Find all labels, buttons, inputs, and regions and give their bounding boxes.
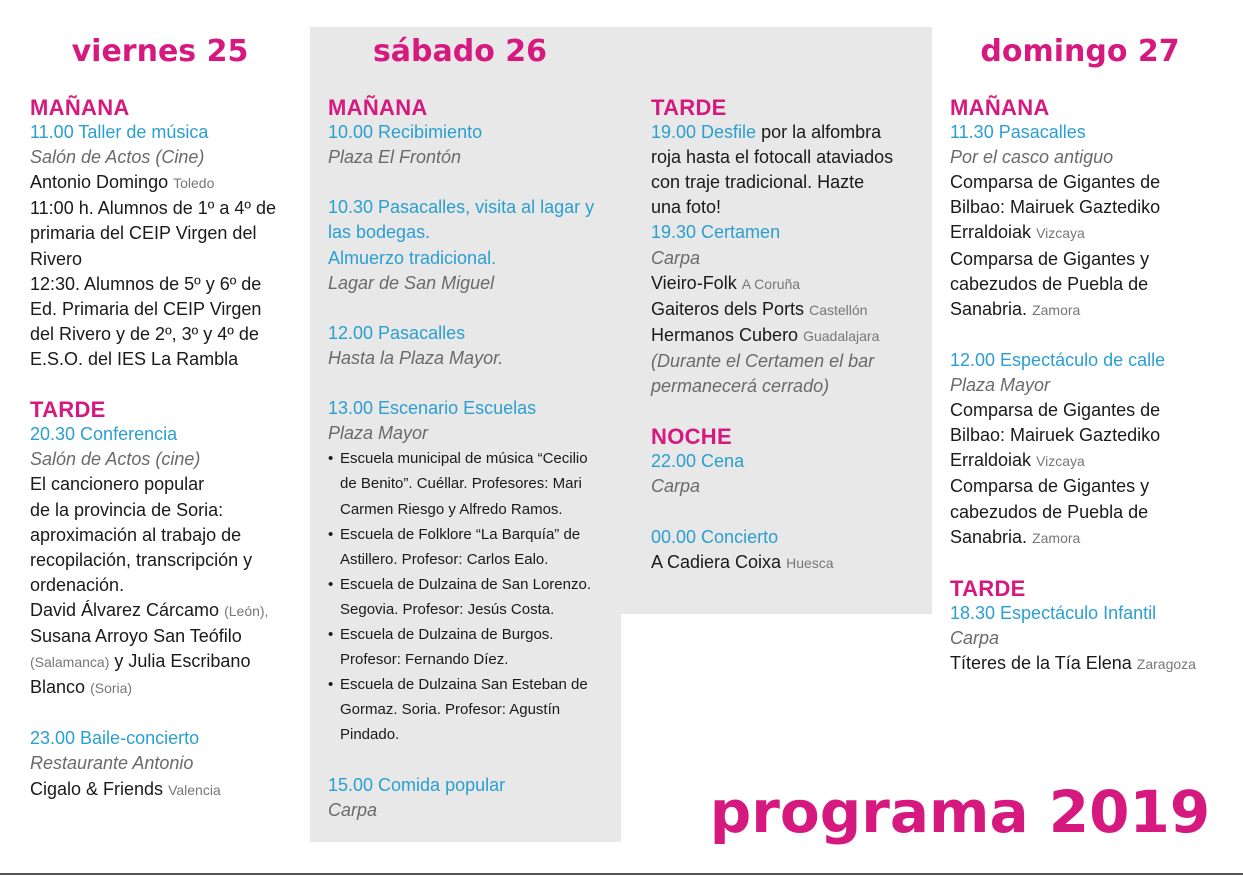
event-line: 19.00 Desfile por la alfombra (651, 122, 882, 143)
section-tarde: TARDE (30, 397, 106, 423)
event-line: A Cadiera Coixa Huesca (651, 551, 834, 572)
event-title: 19.30 Certamen (651, 222, 781, 243)
event-line: Erraldoiak Vizcaya (950, 450, 1085, 471)
event-title: 10.00 Recibimiento (328, 122, 483, 143)
column-sabado-manana (328, 95, 608, 823)
event-line: Comparsa de Gigantes y (950, 248, 1150, 269)
event-line: Erraldoiak Vizcaya (950, 222, 1085, 243)
event-note: permanecerá cerrado) (651, 376, 830, 397)
event-place: Hasta la Plaza Mayor. (328, 347, 504, 368)
event-title: 00.00 Concierto (651, 526, 779, 547)
event-line: (Salamanca) y Julia Escribano (30, 651, 251, 672)
event-title: 13.00 Escenario Escuelas (328, 398, 537, 419)
event-line: de la provincia de Soria: (30, 499, 224, 520)
event-place: Carpa (651, 476, 701, 497)
location-tag: Vizcaya (1036, 453, 1085, 470)
event-place: Carpa (651, 247, 701, 268)
event-line: del Rivero y de 2º, 3º y 4º de (30, 323, 259, 344)
event-line: cabezudos de Puebla de (950, 501, 1149, 522)
event-line: Blanco (Soria) (30, 677, 133, 698)
event-place: Plaza El Frontón (328, 147, 462, 168)
event-line: Vieiro-Folk A Coruña (651, 272, 801, 293)
event-line: David Álvarez Cárcamo (León), (30, 599, 269, 620)
programa-title: programa 2019 (709, 778, 1211, 846)
event-line: Bilbao: Mairuek Gaztediko (950, 197, 1161, 218)
section-manana: MAÑANA (328, 95, 428, 120)
event-line: primaria del CEIP Virgen del (30, 223, 257, 244)
event-line: Títeres de la Tía Elena Zaragoza (950, 653, 1196, 674)
column-sabado-tarde (651, 95, 921, 576)
location-tag: (Soria) (90, 680, 133, 697)
column-domingo (950, 95, 1220, 677)
event-line: Susana Arroyo San Teófilo (30, 625, 242, 646)
event-title: 12.00 Espectáculo de calle (950, 349, 1166, 370)
location-tag: (Salamanca) (30, 654, 110, 671)
event-line: recopilación, transcripción y (30, 549, 253, 570)
event-place: Plaza Mayor (950, 375, 1051, 396)
location-tag: Castellón (809, 301, 868, 318)
event-line: aproximación al trabajo de (30, 524, 242, 545)
event-line: Comparsa de Gigantes de (950, 172, 1161, 193)
location-tag: A Coruña (741, 275, 801, 292)
location-tag: Valencia (168, 781, 221, 798)
location-tag: Vizcaya (1036, 225, 1085, 242)
column-viernes (30, 95, 300, 803)
event-line: cabezudos de Puebla de (950, 273, 1149, 294)
bottom-rule (0, 873, 1243, 875)
event-line: El cancionero popular (30, 474, 205, 495)
location-tag: Zaragoza (1136, 656, 1196, 673)
event-line: Gaiteros dels Ports Castellón (651, 298, 868, 319)
event-title: las bodegas. (328, 222, 431, 243)
day-heading-viernes: viernes 25 (71, 34, 249, 69)
event-line: Antonio Domingo Toledo (30, 172, 215, 193)
event-line: con traje tradicional. Hazte (651, 172, 865, 193)
section-tarde: TARDE (950, 575, 1026, 601)
event-line: Hermanos Cubero Guadalajara (651, 324, 880, 345)
event-title: 12.00 Pasacalles (328, 322, 466, 343)
event-line: Rivero (30, 248, 83, 269)
event-place: Plaza Mayor (328, 423, 429, 444)
location-tag: (León), (224, 602, 269, 619)
event-line: una foto! (651, 197, 722, 218)
event-place: Salón de Actos (Cine) (30, 147, 205, 168)
school-list-item: • Escuela de Dulzaina de San Lorenzo. Segovia. Profesor: Jesús Costa. (328, 572, 608, 622)
event-line: Comparsa de Gigantes y (950, 476, 1150, 497)
event-line: Cigalo & Friends Valencia (30, 778, 221, 799)
event-place: Carpa (950, 627, 1000, 648)
event-line: 11:00 h. Alumnos de 1º a 4º de (30, 198, 276, 219)
event-title: 22.00 Cena (651, 451, 745, 472)
location-tag: Guadalajara (803, 327, 880, 344)
event-title: Almuerzo tradicional. (328, 247, 497, 268)
event-line: 12:30. Alumnos de 5º y 6º de (30, 273, 262, 294)
event-place: Restaurante Antonio (30, 753, 194, 774)
event-place: Por el casco antiguo (950, 147, 1114, 168)
event-line: E.S.O. del IES La Rambla (30, 348, 239, 369)
event-note: (Durante el Certamen el bar (651, 350, 875, 371)
school-list-item: • Escuela de Dulzaina San Esteban de Gormaz. Soria. Profesor: Agustín Pindado. (328, 672, 608, 747)
event-place: Carpa (328, 799, 378, 820)
day-heading-sabado: sábado 26 (372, 34, 548, 69)
event-title: 18.30 Espectáculo Infantil (950, 602, 1157, 623)
section-manana: MAÑANA (30, 95, 130, 120)
event-title: 19.00 Desfile (651, 122, 757, 143)
event-line: Sanabria. Zamora (950, 298, 1081, 319)
school-list-item: • Escuela municipal de música “Cecilio de Benito”. Cuéllar. Profesores: Mari Carmen Riesgo y Alfredo Ramos. (328, 446, 608, 521)
location-tag: Zamora (1032, 301, 1081, 318)
event-place: Lagar de San Miguel (328, 272, 495, 293)
event-line: Sanabria. Zamora (950, 526, 1081, 547)
school-list-item: • Escuela de Folklore “La Barquía” de Astillero. Profesor: Carlos Ealo. (328, 522, 608, 572)
event-title: 15.00 Comida popular (328, 774, 506, 795)
section-tarde: TARDE (651, 95, 727, 120)
event-title: 11.00 Taller de música (30, 122, 209, 143)
event-line: roja hasta el fotocall ataviados (651, 147, 894, 168)
event-line: Comparsa de Gigantes de (950, 400, 1161, 421)
event-line: ordenación. (30, 574, 125, 595)
event-title: 11.30 Pasacalles (950, 122, 1086, 143)
location-tag: Huesca (786, 554, 834, 571)
event-line: Bilbao: Mairuek Gaztediko (950, 425, 1161, 446)
location-tag: Zamora (1032, 529, 1081, 546)
event-title: 10.30 Pasacalles, visita al lagar y (328, 197, 595, 218)
event-title: 20.30 Conferencia (30, 424, 178, 445)
school-list-item: • Escuela de Dulzaina de Burgos. Profesor: Fernando Díez. (328, 622, 608, 672)
event-place: Salón de Actos (cine) (30, 449, 201, 470)
day-heading-domingo: domingo 27 (980, 34, 1180, 69)
location-tag: Toledo (173, 175, 215, 192)
event-line: Ed. Primaria del CEIP Virgen (30, 298, 262, 319)
section-noche: NOCHE (651, 424, 732, 450)
section-manana: MAÑANA (950, 95, 1050, 120)
event-title: 23.00 Baile-concierto (30, 728, 200, 749)
